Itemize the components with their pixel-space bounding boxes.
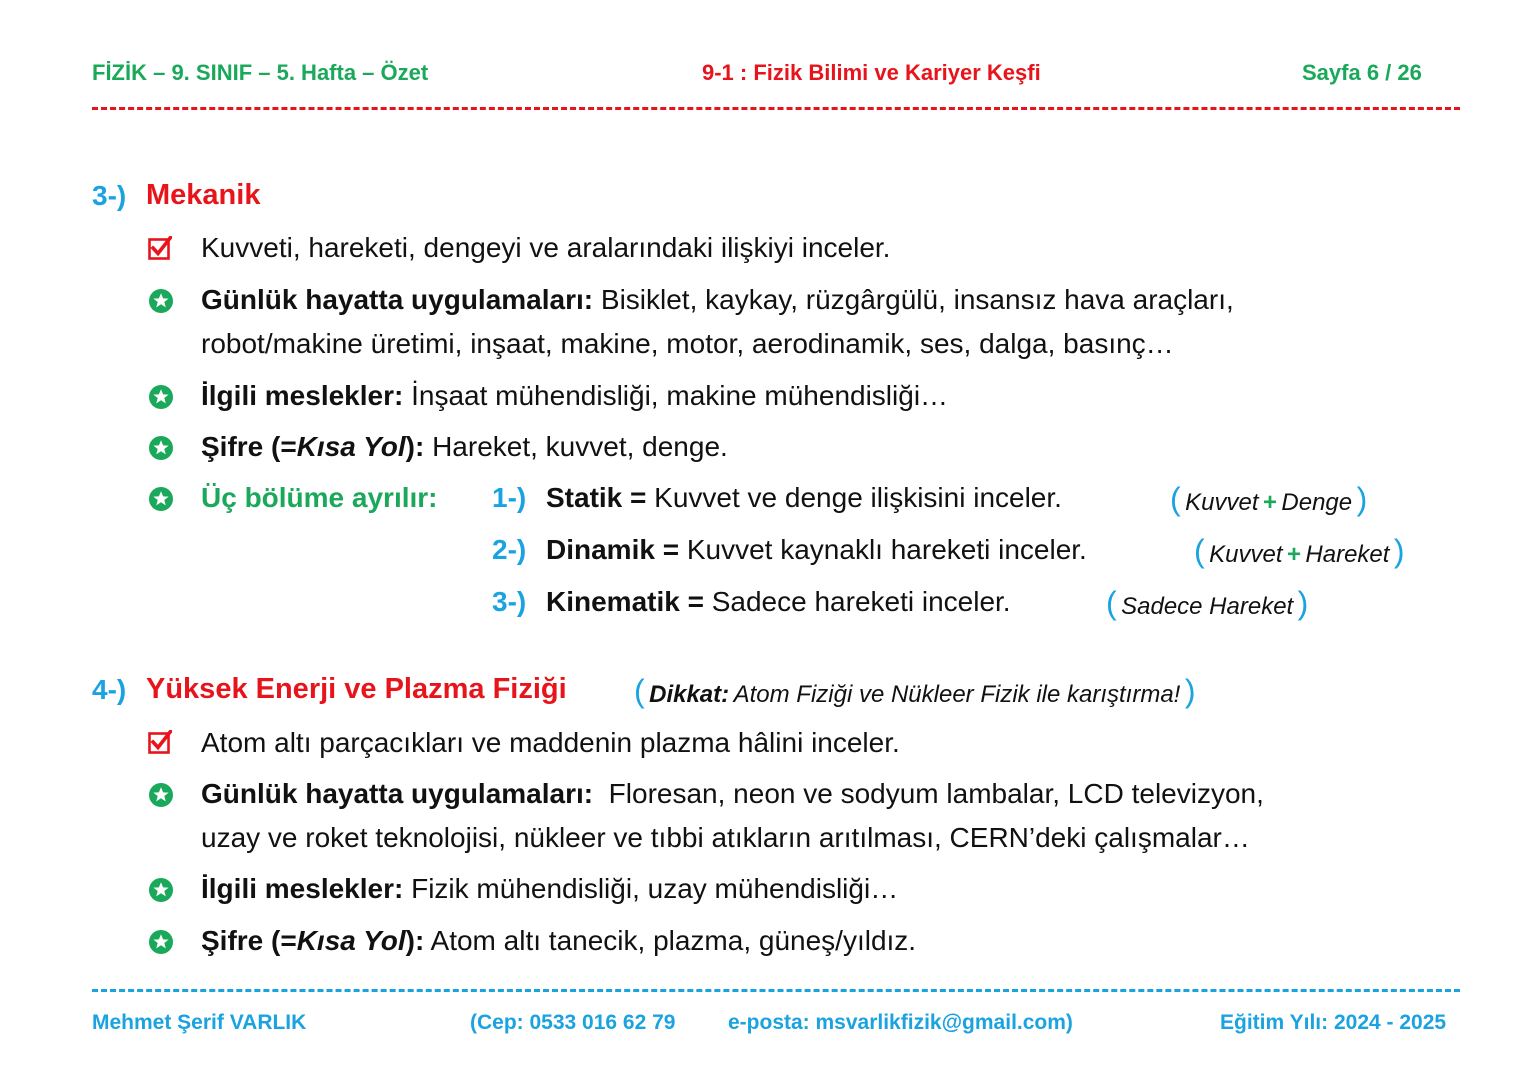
hint-a: Kuvvet: [1209, 541, 1283, 568]
footer-author: Mehmet Şerif VARLIK: [92, 1011, 307, 1034]
applications-text: Bisiklet, kaykay, rüzgârgülü, insansız hava araçları,: [600, 284, 1234, 315]
hint-a: Kuvvet: [1185, 489, 1259, 516]
footer-email: e-posta: msvarlikfizik@gmail.com): [728, 1011, 1073, 1034]
related-jobs-text: Fizik mühendisliği, uzay mühendisliği…: [411, 873, 899, 904]
applications-text-continued: uzay ve roket teknolojisi, nükleer ve tıbbi atıkların arıtılması, CERN’deki çalışmalar…: [201, 822, 1250, 853]
division-desc: Sadece hareketi inceler.: [711, 586, 1011, 617]
hint-b: Hareket: [1305, 541, 1390, 568]
division-hint: [1170, 478, 1367, 527]
hint-b: Denge: [1281, 489, 1353, 516]
mnemonic-line: [201, 431, 728, 463]
star-bullet-icon: [149, 783, 173, 807]
division-hint: [1194, 530, 1405, 579]
mnemonic-label-end: ):: [405, 431, 425, 462]
star-bullet-icon: [149, 878, 173, 902]
mnemonic-text: Hareket, kuvvet, denge.: [432, 431, 728, 462]
division-number: 2-): [492, 534, 527, 565]
division-desc: Kuvvet ve denge ilişkisini inceler.: [654, 482, 1062, 513]
division-hint: [1106, 582, 1308, 631]
mnemonic-line: [201, 925, 916, 957]
paren-close: ): [1356, 481, 1368, 517]
header-topic: 9-1 : Fizik Bilimi ve Kariyer Keşfi: [702, 60, 1041, 85]
footer-academic-year: Eğitim Yılı: 2024 - 2025: [1220, 1011, 1447, 1034]
division-item: [546, 534, 1087, 566]
paren-close: ): [1184, 673, 1196, 709]
star-bullet-icon: [149, 487, 173, 511]
warning-note: [634, 670, 1195, 719]
section-description: Atom altı parçacıkları ve maddenin plazma hâlini inceler.: [201, 727, 900, 758]
mnemonic-label: Şifre (=: [201, 431, 297, 462]
star-bullet-icon: [149, 385, 173, 409]
checkbox-checked-icon: [148, 236, 172, 260]
section-title: Yüksek Enerji ve Plazma Fiziği: [146, 673, 567, 705]
division-name: Dinamik =: [546, 534, 680, 565]
mnemonic-label: Şifre (=: [201, 925, 297, 956]
divisions-label: Üç bölüme ayrılır:: [201, 482, 438, 513]
section-number: 3-): [92, 180, 127, 211]
hint-plus: +: [1286, 541, 1301, 568]
division-number: 3-): [492, 586, 527, 617]
section-number: 4-): [92, 674, 127, 705]
star-bullet-icon: [149, 289, 173, 313]
star-bullet-icon: [149, 930, 173, 954]
paren-close: ): [1297, 585, 1309, 621]
related-jobs-text: İnşaat mühendisliği, makine mühendisliği…: [411, 380, 949, 411]
applications-line: [201, 284, 1234, 316]
hint-plus: +: [1262, 489, 1277, 516]
applications-label: Günlük hayatta uygulamaları:: [201, 778, 594, 809]
section-title: Mekanik: [146, 179, 261, 211]
header-divider: [92, 107, 1460, 110]
applications-text: Floresan, neon ve sodyum lambalar, LCD televizyon,: [608, 778, 1264, 809]
applications-text-continued: robot/makine üretimi, inşaat, makine, motor, aerodinamik, ses, dalga, basınç…: [201, 328, 1174, 359]
division-item: [546, 482, 1062, 514]
division-name: Kinematik =: [546, 586, 704, 617]
note-label: Dikkat:: [649, 681, 730, 708]
applications-label: Günlük hayatta uygulamaları:: [201, 284, 594, 315]
paren-open: (: [1194, 533, 1205, 569]
division-name: Statik =: [546, 482, 647, 513]
star-bullet-icon: [149, 436, 173, 460]
applications-line: [201, 778, 1264, 810]
related-jobs-line: [201, 873, 898, 905]
header-page-number: Sayfa 6 / 26: [1302, 60, 1422, 85]
footer-divider: [92, 989, 1460, 992]
checkbox-checked-icon: [148, 730, 172, 754]
paren-open: (: [1170, 481, 1181, 517]
mnemonic-label-end: ):: [405, 925, 425, 956]
paren-open: (: [1106, 585, 1117, 621]
mnemonic-label-italic: Kısa Yol: [296, 925, 406, 956]
footer-phone: (Cep: 0533 016 62 79: [470, 1011, 676, 1034]
related-jobs-line: [201, 380, 948, 412]
related-jobs-label: İlgili meslekler:: [201, 380, 404, 411]
related-jobs-label: İlgili meslekler:: [201, 873, 404, 904]
note-text: Atom Fiziği ve Nükleer Fizik ile karıştırma!: [733, 681, 1181, 708]
division-desc: Kuvvet kaynaklı hareketi inceler.: [686, 534, 1087, 565]
header-subject: FİZİK – 9. SINIF – 5. Hafta – Özet: [92, 60, 429, 85]
hint-a: Sadece Hareket: [1121, 593, 1294, 620]
mnemonic-label-italic: Kısa Yol: [296, 431, 406, 462]
section-description: Kuvveti, hareketi, dengeyi ve aralarındaki ilişkiyi inceler.: [201, 232, 891, 263]
division-item: [546, 586, 1011, 618]
division-number: 1-): [492, 482, 527, 513]
paren-open: (: [634, 673, 645, 709]
paren-close: ): [1393, 533, 1405, 569]
mnemonic-text: Atom altı tanecik, plazma, güneş/yıldız.: [430, 925, 917, 956]
